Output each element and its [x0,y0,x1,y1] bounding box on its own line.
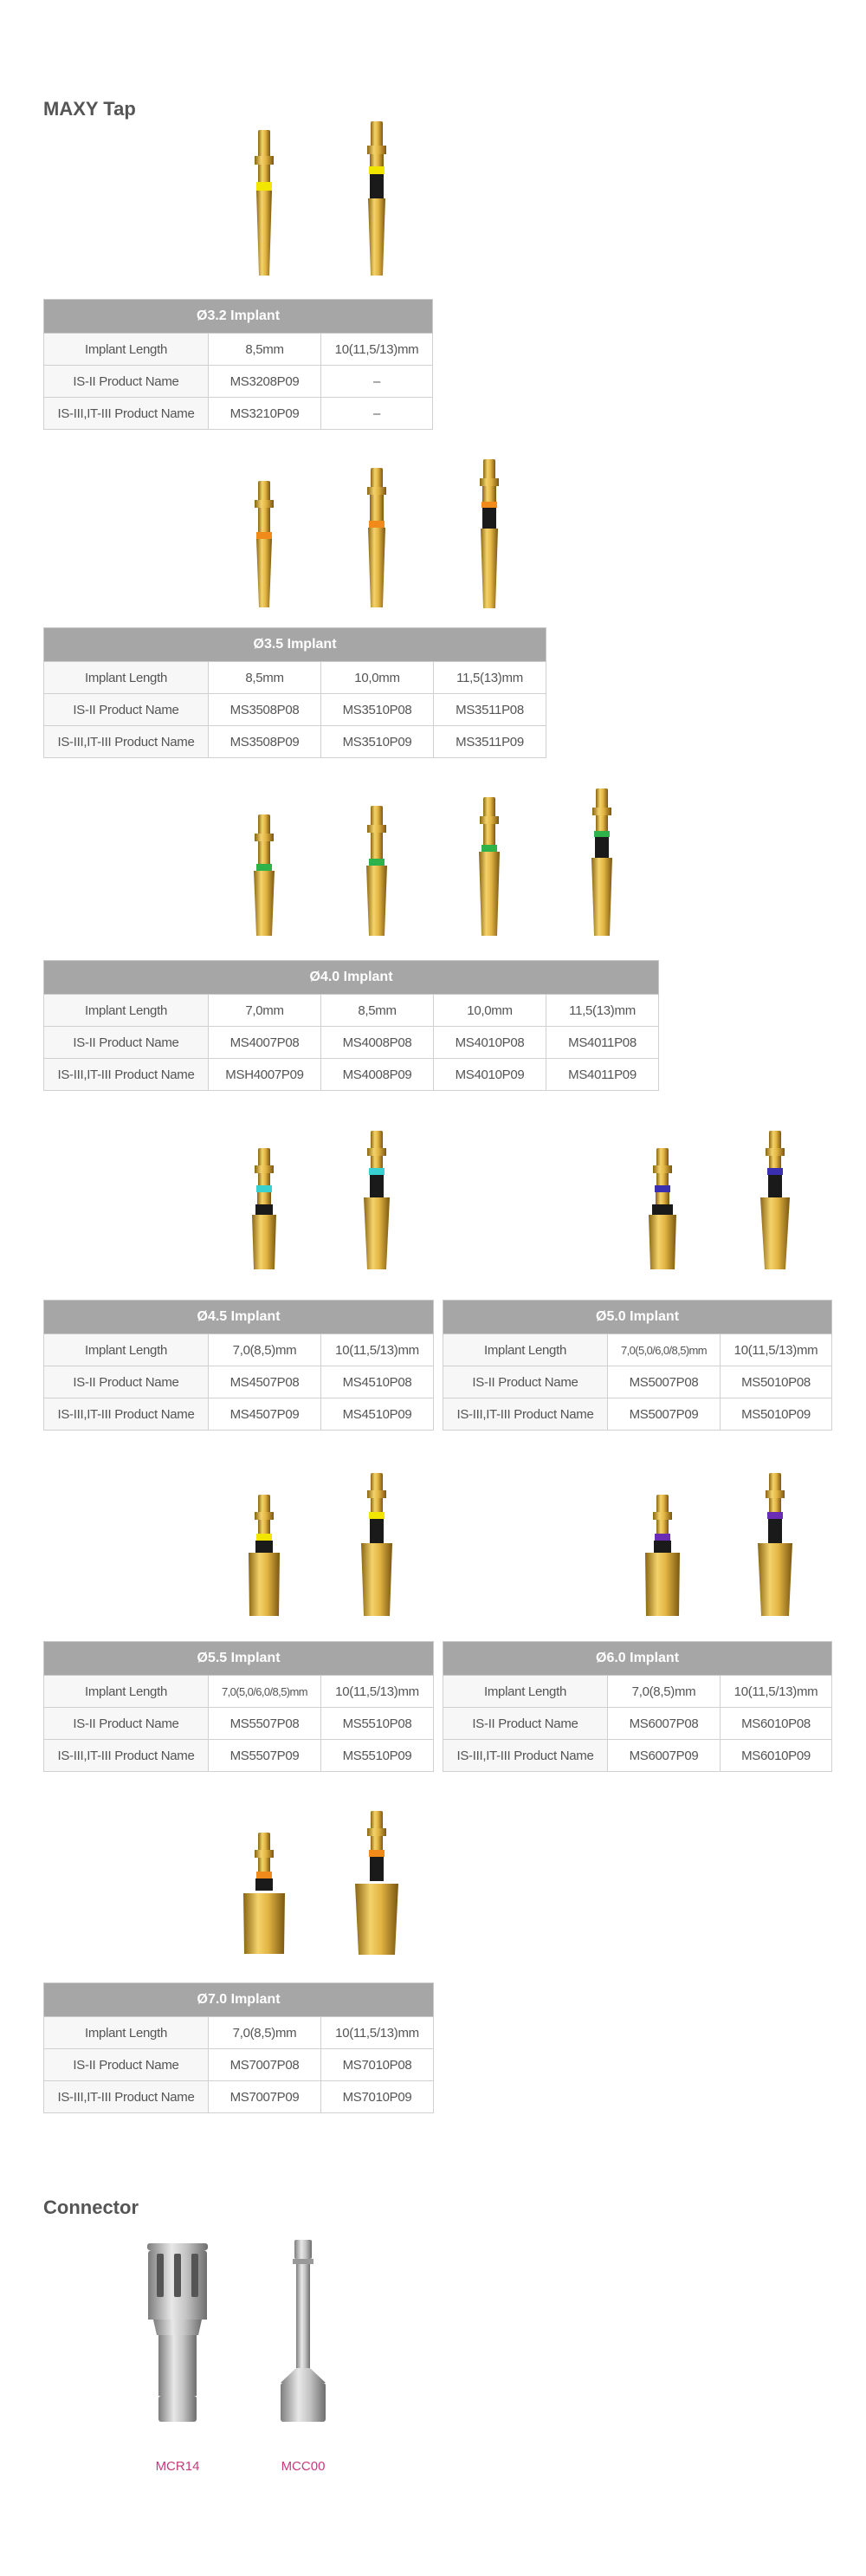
product-cell: MS3208P09 [209,366,321,398]
table-title: Ø5.0 Implant [443,1301,832,1334]
length-cell: 7,0(8,5)mm [209,1334,321,1366]
product-cell: MS4510P09 [321,1398,434,1431]
tap-d50-long-icon [760,1131,790,1269]
tap-images-d45-d50 [43,1131,823,1278]
tap-long-icon [480,459,499,608]
row-label-is2: IS-II Product Name [44,694,209,726]
mcc00-connector-icon [281,2240,326,2422]
row-label-is2: IS-II Product Name [443,1366,608,1398]
table-title: Ø4.0 Implant [44,961,659,995]
product-cell: MS5010P09 [721,1398,832,1431]
row-label-is2: IS-II Product Name [44,1366,209,1398]
length-cell: 8,5mm [209,662,321,694]
connector-label-mcc00: MCC00 [281,2459,326,2474]
length-cell: 8,5mm [321,995,434,1027]
product-cell: MS3510P09 [321,726,434,758]
tap-d70-short-icon [243,1833,285,1954]
maxy-tap-title: MAXY Tap [43,98,136,120]
table-title: Ø4.5 Implant [44,1301,434,1334]
product-cell: MS7010P09 [321,2081,434,2113]
length-cell: 7,0(5,0/6,0/8,5)mm [608,1334,721,1366]
product-cell: MS4510P08 [321,1366,434,1398]
product-cell: MS4507P09 [209,1398,321,1431]
row-label-is2: IS-II Product Name [44,1708,209,1740]
tools-d55-d60 [43,1473,823,1625]
row-label-length: Implant Length [44,995,209,1027]
length-cell: 10,0mm [321,662,434,694]
product-cell: MS5007P08 [608,1366,721,1398]
table-title: Ø5.5 Implant [44,1642,434,1676]
product-cell: MS6010P08 [721,1708,832,1740]
table-title: Ø6.0 Implant [443,1642,832,1676]
row-label-is3: IS-III,IT-III Product Name [44,1398,209,1431]
product-cell: MS7007P09 [209,2081,321,2113]
length-cell: 10(11,5/13)mm [721,1676,832,1708]
row-label-is2: IS-II Product Name [44,2049,209,2081]
product-cell: MS7010P08 [321,2049,434,2081]
row-label-is2: IS-II Product Name [443,1708,608,1740]
tap-d45-short-icon [252,1148,276,1269]
product-cell: MS4008P09 [321,1059,434,1091]
product-cell: MS6010P09 [721,1740,832,1772]
length-cell: 7,0(8,5)mm [608,1676,721,1708]
product-cell: MS5507P08 [209,1708,321,1740]
product-cell: MS6007P09 [608,1740,721,1772]
table-d60 [443,1641,832,1772]
row-label-is3: IS-III,IT-III Product Name [443,1398,608,1431]
product-cell: MS3511P08 [434,694,546,726]
product-cell: MS7007P08 [209,2049,321,2081]
row-label-length: Implant Length [44,334,209,366]
row-label-length: Implant Length [443,1334,608,1366]
connector-label-mcr14: MCR14 [155,2459,200,2474]
product-cell: – [321,366,433,398]
tap-short-icon [255,481,274,607]
tap-medium-icon [367,468,386,607]
row-label-length: Implant Length [44,662,209,694]
row-label-is3: IS-III,IT-III Product Name [44,2081,209,2113]
tools-d45-d50 [43,1131,823,1278]
product-cell: MS5007P09 [608,1398,721,1431]
product-cell: MS4007P08 [209,1027,321,1059]
row-label-length: Implant Length [44,2017,209,2049]
product-cell: MS3508P08 [209,694,321,726]
product-cell: MS3510P08 [321,694,434,726]
product-cell: MSH4007P09 [209,1059,321,1091]
table-d55 [43,1641,434,1772]
length-cell: 8,5mm [209,334,321,366]
mcr14-connector-icon [147,2243,208,2422]
row-label-is3: IS-III,IT-III Product Name [44,1059,209,1091]
tap-images-d32 [43,121,433,286]
product-cell: – [321,398,433,430]
connector-svg [130,2240,355,2448]
table-d35 [43,627,546,758]
product-cell: MS4008P08 [321,1027,434,1059]
table-title: Ø3.5 Implant [44,628,546,662]
tools-d35 [43,459,546,615]
tools-d32 [43,121,433,286]
product-cell: MS6007P08 [608,1708,721,1740]
row-label-is3: IS-III,IT-III Product Name [44,726,209,758]
product-cell: MS4010P09 [434,1059,546,1091]
tap-d45-long-icon [364,1131,390,1269]
row-label-is3: IS-III,IT-III Product Name [44,398,209,430]
length-cell: 7,0(8,5)mm [209,2017,321,2049]
table-d45 [43,1300,434,1431]
row-label-length: Implant Length [44,1676,209,1708]
tap-11mm-icon [591,788,612,936]
table-title: Ø3.2 Implant [44,300,433,334]
length-cell: 11,5(13)mm [546,995,659,1027]
tools-d40 [43,788,658,944]
tap-d55-long-icon [361,1473,392,1616]
row-label-is3: IS-III,IT-III Product Name [44,1740,209,1772]
product-cell: MS3508P09 [209,726,321,758]
tap-images-d40 [43,788,658,944]
length-cell: 10,0mm [434,995,546,1027]
length-cell: 11,5(13)mm [434,662,546,694]
length-cell: 10(11,5/13)mm [321,2017,434,2049]
product-cell: MS3210P09 [209,398,321,430]
connector-images [130,2240,355,2448]
table-d40 [43,960,659,1091]
row-label-is2: IS-II Product Name [44,1027,209,1059]
tap-d55-short-icon [249,1495,280,1616]
length-cell: 7,0mm [209,995,321,1027]
length-cell: 7,0(5,0/6,0/8,5)mm [209,1676,321,1708]
row-label-is3: IS-III,IT-III Product Name [443,1740,608,1772]
product-cell: MS3511P09 [434,726,546,758]
table-title: Ø7.0 Implant [44,1983,434,2017]
tap-images-d35 [43,459,546,615]
row-label-is2: IS-II Product Name [44,366,209,398]
connector-title: Connector [43,2196,139,2218]
product-cell: MS4507P08 [209,1366,321,1398]
tap-d60-short-icon [645,1495,680,1616]
tap-7mm-icon [254,814,275,936]
length-cell: 10(11,5/13)mm [321,1334,434,1366]
table-d32 [43,299,433,430]
tap-long-icon [367,121,386,276]
product-cell: MS5510P09 [321,1740,434,1772]
tools-d70 [43,1811,433,1967]
product-cell: MS5010P08 [721,1366,832,1398]
tap-short-icon [255,130,274,276]
product-cell: MS5507P09 [209,1740,321,1772]
tap-d50-short-icon [649,1148,676,1269]
tap-images-d70 [43,1811,433,1967]
product-cell: MS4011P08 [546,1027,659,1059]
row-label-length: Implant Length [44,1334,209,1366]
tap-d70-long-icon [355,1811,398,1955]
tap-10mm-icon [479,797,500,936]
length-cell: 10(11,5/13)mm [321,1676,434,1708]
table-d50 [443,1300,832,1431]
tap-8mm-icon [366,806,387,936]
product-cell: MS5510P08 [321,1708,434,1740]
product-cell: MS4010P08 [434,1027,546,1059]
table-d70 [43,1982,434,2113]
tap-images-d55-d60 [43,1473,823,1625]
tap-d60-long-icon [758,1473,792,1616]
length-cell: 10(11,5/13)mm [321,334,433,366]
row-label-length: Implant Length [443,1676,608,1708]
product-cell: MS4011P09 [546,1059,659,1091]
length-cell: 10(11,5/13)mm [721,1334,832,1366]
